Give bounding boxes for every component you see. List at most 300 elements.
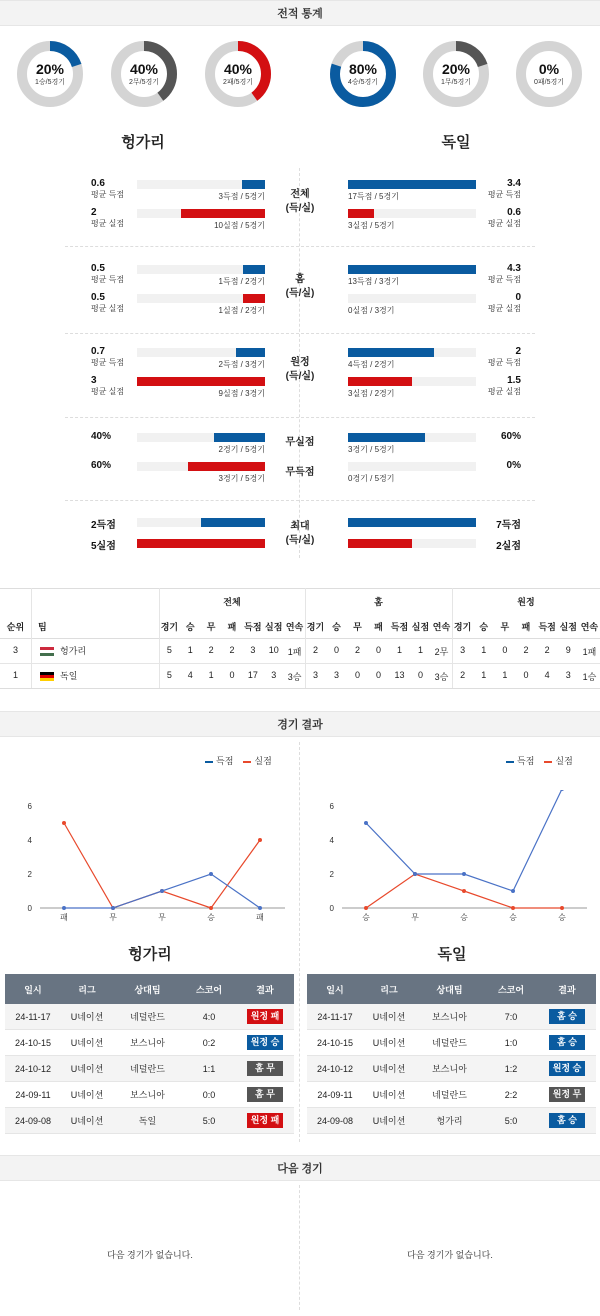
stat-bar-track xyxy=(348,180,476,189)
sub-col-header: 무 xyxy=(500,622,510,632)
stat-bar-track xyxy=(348,539,476,548)
data-point-conceded xyxy=(209,906,213,910)
legend-scored-swatch xyxy=(506,761,514,763)
stat-cell: 0 xyxy=(375,670,381,680)
y-tick-label: 0 xyxy=(329,904,334,913)
result-league: U네이션 xyxy=(372,1090,406,1100)
stat-bar-caption: 0경기 / 5경기 xyxy=(348,474,395,483)
stat-cell: 2 xyxy=(460,670,466,680)
results-col-header: 스코어 xyxy=(497,984,525,995)
stat-label: 평균 실점 xyxy=(91,304,125,313)
stat-value: 7득점 xyxy=(496,520,521,531)
sub-col-header: 패 xyxy=(227,622,237,632)
home-team-name-2: 헝가리 xyxy=(128,946,172,963)
col-team-header: 팀 xyxy=(38,622,47,632)
stat-cell: 3 xyxy=(333,670,339,680)
stat-bar-caption: 9실점 / 3경기 xyxy=(218,389,265,398)
sub-col-header: 승 xyxy=(332,622,341,632)
result-league: U네이션 xyxy=(70,1116,104,1126)
stat-value: 0.5 xyxy=(91,263,105,274)
table-grid-line xyxy=(31,588,32,688)
result-league: U네이션 xyxy=(372,1012,406,1022)
y-tick-label: 0 xyxy=(27,904,32,913)
result-opp: 네덜란드 xyxy=(130,1012,165,1022)
donut-subtext: 4승/5경기 xyxy=(347,79,379,86)
group-header: 전체 xyxy=(223,597,241,607)
series-line-conceded xyxy=(64,823,260,908)
stat-cell: 9 xyxy=(565,645,571,655)
stat-bar-track xyxy=(348,294,476,303)
x-tick-label: 승 xyxy=(460,913,468,922)
result-score: 1:0 xyxy=(504,1037,518,1048)
stat-cell: 3승 xyxy=(434,672,449,682)
stat-bar-fill xyxy=(137,377,265,386)
result-score: 5:0 xyxy=(202,1115,216,1126)
clean-sheet-label: 무실점 xyxy=(285,437,315,448)
stat-bar-caption: 0실점 / 3경기 xyxy=(348,306,395,315)
result-badge: 원정 승 xyxy=(247,1035,283,1050)
result-badge: 홈 무 xyxy=(247,1087,283,1102)
data-point-conceded xyxy=(258,838,262,842)
stat-bar-track xyxy=(348,265,476,274)
result-badge-cell xyxy=(236,1035,294,1050)
sub-col-header: 무 xyxy=(206,622,216,632)
legend-conceded-swatch xyxy=(243,761,251,763)
stat-bar-fill xyxy=(243,294,265,303)
stat-label: 평균 득점 xyxy=(487,358,521,367)
block-divider xyxy=(65,246,535,247)
stat-label: 평균 득점 xyxy=(487,190,521,199)
result-date: 24-09-11 xyxy=(15,1089,51,1100)
result-date: 24-09-08 xyxy=(14,1115,52,1126)
result-opp: 보스니아 xyxy=(130,1090,165,1100)
stat-cell: 0 xyxy=(375,645,381,655)
sub-col-header: 득점 xyxy=(538,622,556,632)
result-badge-cell xyxy=(538,1113,596,1128)
stat-value: 0.6 xyxy=(507,207,521,218)
result-badge: 원정 무 xyxy=(549,1087,585,1102)
stat-bar-fill xyxy=(348,209,374,218)
legend-conceded-label: 실점 xyxy=(555,756,573,766)
stat-cell: 2 xyxy=(544,645,550,655)
category-line-2: (득/실) xyxy=(285,371,315,382)
stat-cell: 4 xyxy=(544,670,550,680)
y-tick-label: 4 xyxy=(27,836,32,845)
result-score: 0:0 xyxy=(202,1089,216,1100)
donut-percent: 20% xyxy=(35,61,65,77)
result-opp: 보스니아 xyxy=(130,1038,165,1048)
section-title: 전적 통계 xyxy=(277,8,323,20)
stat-label: 평균 득점 xyxy=(91,358,125,367)
stat-bar-caption: 13득점 / 3경기 xyxy=(348,277,399,286)
stat-bar-track xyxy=(137,377,265,386)
result-date: 24-11-17 xyxy=(317,1011,353,1022)
stat-cell: 17 xyxy=(247,670,258,680)
max-category-label xyxy=(270,520,330,548)
stat-bar-fill xyxy=(214,433,265,442)
x-tick-label: 승 xyxy=(207,913,215,922)
result-score: 2:2 xyxy=(504,1089,518,1100)
data-point-scored xyxy=(160,889,164,893)
result-badge: 원정 승 xyxy=(549,1061,585,1076)
stat-bar-fill xyxy=(348,518,476,527)
stat-cell: 5 xyxy=(166,670,172,680)
table-row xyxy=(5,1082,294,1108)
stat-label: 평균 실점 xyxy=(487,387,521,396)
donut-subtext: 1승/5경기 xyxy=(34,79,66,86)
result-league: U네이션 xyxy=(70,1012,104,1022)
stat-bar-track xyxy=(348,518,476,527)
result-date: 24-10-15 xyxy=(14,1037,52,1048)
result-league: U네이션 xyxy=(372,1064,406,1074)
data-point-scored xyxy=(209,872,213,876)
stat-bar-track xyxy=(137,294,265,303)
stat-category-label xyxy=(270,356,330,384)
stat-value: 0.6 xyxy=(91,178,105,189)
result-score: 1:1 xyxy=(202,1063,216,1074)
home-team-name: 헝가리 xyxy=(121,134,165,151)
sub-col-header: 득점 xyxy=(244,622,262,632)
stat-label: 평균 실점 xyxy=(487,219,521,228)
block-divider xyxy=(65,333,535,334)
stat-value: 3.4 xyxy=(507,178,521,189)
stat-bar-fill xyxy=(348,265,476,274)
result-badge: 원정 패 xyxy=(247,1113,283,1128)
chart-legend xyxy=(205,754,272,767)
donut-percent: 40% xyxy=(129,61,159,77)
stat-label: 평균 득점 xyxy=(91,275,125,284)
sub-col-header: 연속 xyxy=(580,622,599,632)
stat-value: 60% xyxy=(91,460,112,471)
result-badge-cell xyxy=(236,1009,294,1024)
category-line-1: 최대 xyxy=(290,521,310,532)
results-header-row xyxy=(307,974,596,1004)
result-score: 1:2 xyxy=(504,1063,518,1074)
data-point-scored xyxy=(364,821,368,825)
away-team-name-2: 독일 xyxy=(437,946,467,963)
stat-bar-fill xyxy=(348,348,434,357)
result-date: 24-10-12 xyxy=(14,1063,52,1074)
stat-value: 60% xyxy=(500,431,521,442)
stat-bar-track xyxy=(348,433,476,442)
stat-cell: 2 xyxy=(523,645,529,655)
center-divider xyxy=(299,742,300,1142)
stat-bar-track xyxy=(348,462,476,471)
stat-bar-track xyxy=(348,209,476,218)
stat-bar-fill xyxy=(243,265,265,274)
donut-chart xyxy=(422,40,490,108)
x-tick-label: 패 xyxy=(256,913,264,922)
table-row xyxy=(307,1056,596,1082)
category-line-1: 전체 xyxy=(290,189,310,200)
table-grid-line xyxy=(0,688,600,689)
results-header-row xyxy=(5,974,294,1004)
stat-bar-caption: 3경기 / 5경기 xyxy=(348,445,395,454)
stat-cell: 0 xyxy=(229,670,235,680)
stat-category-label xyxy=(270,273,330,301)
x-tick-label: 패 xyxy=(60,913,68,922)
stat-cell: 13 xyxy=(394,670,405,680)
table-row xyxy=(5,1030,294,1056)
category-line-2: (득/실) xyxy=(285,203,315,214)
stat-value: 2실점 xyxy=(496,541,521,552)
y-tick-label: 2 xyxy=(329,870,334,879)
stat-bar-caption: 3실점 / 2경기 xyxy=(348,389,395,398)
germany-flag-icon xyxy=(40,672,54,681)
stat-value: 2 xyxy=(91,207,97,218)
donut-subtext: 1무/5경기 xyxy=(440,79,472,86)
sub-col-header: 연속 xyxy=(285,622,304,632)
donut-percent: 0% xyxy=(538,61,560,77)
stat-value: 2 xyxy=(515,346,521,357)
stat-bar-caption: 1득점 / 2경기 xyxy=(218,277,265,286)
stat-cell: 1 xyxy=(502,670,508,680)
stat-cell: 0 xyxy=(523,670,529,680)
data-point-scored xyxy=(111,906,115,910)
category-line-1: 원정 xyxy=(290,357,310,368)
stat-value: 5실점 xyxy=(91,541,116,552)
stat-bar-track xyxy=(137,518,265,527)
stat-bar-caption: 2득점 / 3경기 xyxy=(218,360,265,369)
x-tick-label: 승 xyxy=(558,913,566,922)
stat-cell: 0 xyxy=(417,670,423,680)
data-point-conceded xyxy=(560,906,564,910)
sub-col-header: 패 xyxy=(374,622,383,632)
table-row xyxy=(5,1108,294,1134)
table-row xyxy=(307,1004,596,1030)
stat-cell: 1 xyxy=(396,645,402,655)
team-cell[interactable] xyxy=(40,644,86,657)
stat-cell: 3승 xyxy=(287,672,302,682)
data-point-conceded xyxy=(62,821,66,825)
table-row xyxy=(307,1082,596,1108)
sub-col-header: 승 xyxy=(479,622,489,632)
stat-cell: 0 xyxy=(502,645,508,655)
result-badge: 홈 무 xyxy=(247,1061,283,1076)
sub-col-header: 연속 xyxy=(432,622,451,632)
results-table-away xyxy=(307,974,596,1134)
stat-cell: 3 xyxy=(565,670,571,680)
stat-cell: 5 xyxy=(166,645,172,655)
sub-col-header: 무 xyxy=(353,622,362,632)
y-tick-label: 4 xyxy=(329,836,334,845)
data-point-scored xyxy=(462,872,466,876)
stat-cell: 0 xyxy=(333,645,339,655)
legend-scored-swatch xyxy=(205,761,213,763)
line-chart-home xyxy=(0,790,296,940)
result-date: 24-11-17 xyxy=(15,1011,51,1022)
center-divider xyxy=(299,1185,300,1310)
result-date: 24-09-08 xyxy=(316,1115,354,1126)
donut-percent: 80% xyxy=(348,61,378,77)
stat-bar-caption: 3실점 / 5경기 xyxy=(348,221,395,230)
table-grid-line xyxy=(0,663,600,664)
stat-bar-fill xyxy=(188,462,265,471)
donut-chart xyxy=(204,40,272,108)
data-point-scored xyxy=(62,906,66,910)
stat-cell: 1패 xyxy=(287,647,302,657)
result-opp: 네덜란드 xyxy=(130,1064,165,1074)
chart-legend xyxy=(506,754,573,767)
x-tick-label: 무 xyxy=(109,913,117,922)
sub-col-header: 경기 xyxy=(453,622,472,632)
result-opp: 독일 xyxy=(138,1116,157,1126)
stat-bar-caption: 3득점 / 5경기 xyxy=(218,192,265,201)
result-league: U네이션 xyxy=(70,1038,104,1048)
stat-bar-fill xyxy=(236,348,265,357)
result-date: 24-09-11 xyxy=(317,1089,353,1100)
x-tick-label: 무 xyxy=(411,913,419,922)
data-point-conceded xyxy=(364,906,368,910)
stat-bar-track xyxy=(137,462,265,471)
result-badge-cell xyxy=(538,1061,596,1076)
table-grid-line xyxy=(0,638,600,639)
stat-value: 0.5 xyxy=(91,292,105,303)
legend-conceded-swatch xyxy=(544,761,552,763)
sub-col-header: 실점 xyxy=(265,622,283,632)
result-league: U네이션 xyxy=(70,1064,104,1074)
stat-cell: 10 xyxy=(268,645,279,655)
stat-cell: 1승 xyxy=(582,672,597,682)
sub-col-header: 실점 xyxy=(559,622,577,632)
section-title: 다음 경기 xyxy=(277,1163,323,1175)
stat-label: 평균 득점 xyxy=(487,275,521,284)
result-league: U네이션 xyxy=(70,1090,104,1100)
stat-cell: 4 xyxy=(187,670,193,680)
stat-bar-fill xyxy=(348,180,476,189)
results-col-header: 리그 xyxy=(380,984,398,995)
data-point-scored xyxy=(258,906,262,910)
section-header-results xyxy=(0,711,600,737)
stat-label: 평균 실점 xyxy=(487,304,521,313)
legend-scored-label: 득점 xyxy=(216,756,234,766)
results-col-header: 상대팀 xyxy=(134,984,161,995)
sub-col-header: 경기 xyxy=(160,622,179,632)
stat-bar-caption: 4득점 / 2경기 xyxy=(348,360,395,369)
stat-cell: 3 xyxy=(312,670,318,680)
stat-cell: 3 xyxy=(460,645,466,655)
stat-cell: 2 xyxy=(229,645,235,655)
stat-cell: 1 xyxy=(481,670,487,680)
sub-col-header: 승 xyxy=(185,622,195,632)
result-date: 24-10-15 xyxy=(316,1037,354,1048)
stat-cell: 3 xyxy=(271,670,277,680)
stat-category-label xyxy=(270,188,330,216)
rank-cell: 1 xyxy=(12,670,18,680)
table-grid-line xyxy=(0,588,600,589)
result-opp: 네덜란드 xyxy=(432,1090,467,1100)
section-header-record xyxy=(0,0,600,26)
stat-cell: 1 xyxy=(417,645,423,655)
stat-cell: 2무 xyxy=(434,647,449,657)
stat-label: 평균 실점 xyxy=(91,387,125,396)
stat-value: 1.5 xyxy=(507,375,521,386)
data-point-scored xyxy=(413,872,417,876)
stat-bar-fill xyxy=(137,539,265,548)
results-body xyxy=(5,1004,294,1134)
stat-cell: 2 xyxy=(208,645,214,655)
category-line-2: (득/실) xyxy=(285,288,315,299)
stat-bar-fill xyxy=(242,180,265,189)
donut-chart xyxy=(110,40,178,108)
results-col-header: 상대팀 xyxy=(436,984,463,995)
stat-bar-fill xyxy=(348,433,425,442)
group-header: 원정 xyxy=(517,597,535,607)
donut-subtext: 2무/5경기 xyxy=(128,79,160,86)
block-divider xyxy=(65,500,535,501)
rank-cell: 3 xyxy=(12,645,18,655)
sub-col-header: 득점 xyxy=(390,622,409,632)
y-tick-label: 6 xyxy=(27,802,32,811)
stat-bar-track xyxy=(137,209,265,218)
stat-value: 2득점 xyxy=(91,520,116,531)
result-badge: 원정 패 xyxy=(247,1009,283,1024)
legend-conceded-label: 실점 xyxy=(254,756,272,766)
data-point-conceded xyxy=(511,906,515,910)
results-body xyxy=(307,1004,596,1134)
legend-scored-label: 득점 xyxy=(517,756,535,766)
stat-bar-caption: 2경기 / 5경기 xyxy=(218,445,265,454)
stat-cell: 2 xyxy=(312,645,318,655)
away-team-name: 독일 xyxy=(441,134,471,151)
result-league: U네이션 xyxy=(372,1038,406,1048)
stat-label: 평균 득점 xyxy=(91,190,125,199)
result-badge-cell xyxy=(538,1009,596,1024)
no-next-home: 다음 경기가 없습니다. xyxy=(107,1250,193,1260)
result-badge-cell xyxy=(236,1087,294,1102)
stat-cell: 2 xyxy=(354,645,360,655)
block-divider xyxy=(65,417,535,418)
category-line-2: (득/실) xyxy=(285,535,315,546)
result-badge-cell xyxy=(538,1035,596,1050)
col-rank-header: 순위 xyxy=(6,622,25,632)
stat-bar-caption: 1실점 / 2경기 xyxy=(218,306,265,315)
results-col-header: 리그 xyxy=(78,984,96,995)
result-score: 0:2 xyxy=(202,1037,216,1048)
donut-subtext: 0패/5경기 xyxy=(533,79,565,86)
results-col-header: 일시 xyxy=(326,984,344,995)
sub-col-header: 경기 xyxy=(306,622,325,632)
table-row xyxy=(5,1056,294,1082)
stat-cell: 0 xyxy=(354,670,360,680)
stat-cell: 1 xyxy=(481,645,487,655)
team-cell[interactable] xyxy=(40,669,77,682)
results-table-home xyxy=(5,974,294,1134)
stat-bar-fill xyxy=(348,539,412,548)
no-next-away: 다음 경기가 없습니다. xyxy=(407,1250,493,1260)
stat-bar-track xyxy=(348,377,476,386)
stat-cell: 1 xyxy=(208,670,214,680)
x-tick-label: 무 xyxy=(158,913,166,922)
result-badge-cell xyxy=(538,1087,596,1102)
data-point-scored xyxy=(511,889,515,893)
hungary-flag-icon xyxy=(40,647,54,656)
stat-cell: 1패 xyxy=(582,647,597,657)
results-col-header: 스코어 xyxy=(195,984,223,995)
result-score: 7:0 xyxy=(504,1011,518,1022)
donut-chart xyxy=(515,40,583,108)
stat-value: 4.3 xyxy=(507,263,521,274)
stat-bar-track xyxy=(137,265,265,274)
stat-bar-caption: 10실점 / 5경기 xyxy=(214,221,265,230)
stat-bar-caption: 17득점 / 5경기 xyxy=(348,192,399,201)
result-badge-cell xyxy=(236,1061,294,1076)
donut-percent: 20% xyxy=(441,61,471,77)
result-opp: 보스니아 xyxy=(432,1064,467,1074)
result-opp: 네덜란드 xyxy=(432,1038,467,1048)
stat-bar-track xyxy=(137,180,265,189)
stat-bar-caption: 3경기 / 5경기 xyxy=(218,474,265,483)
